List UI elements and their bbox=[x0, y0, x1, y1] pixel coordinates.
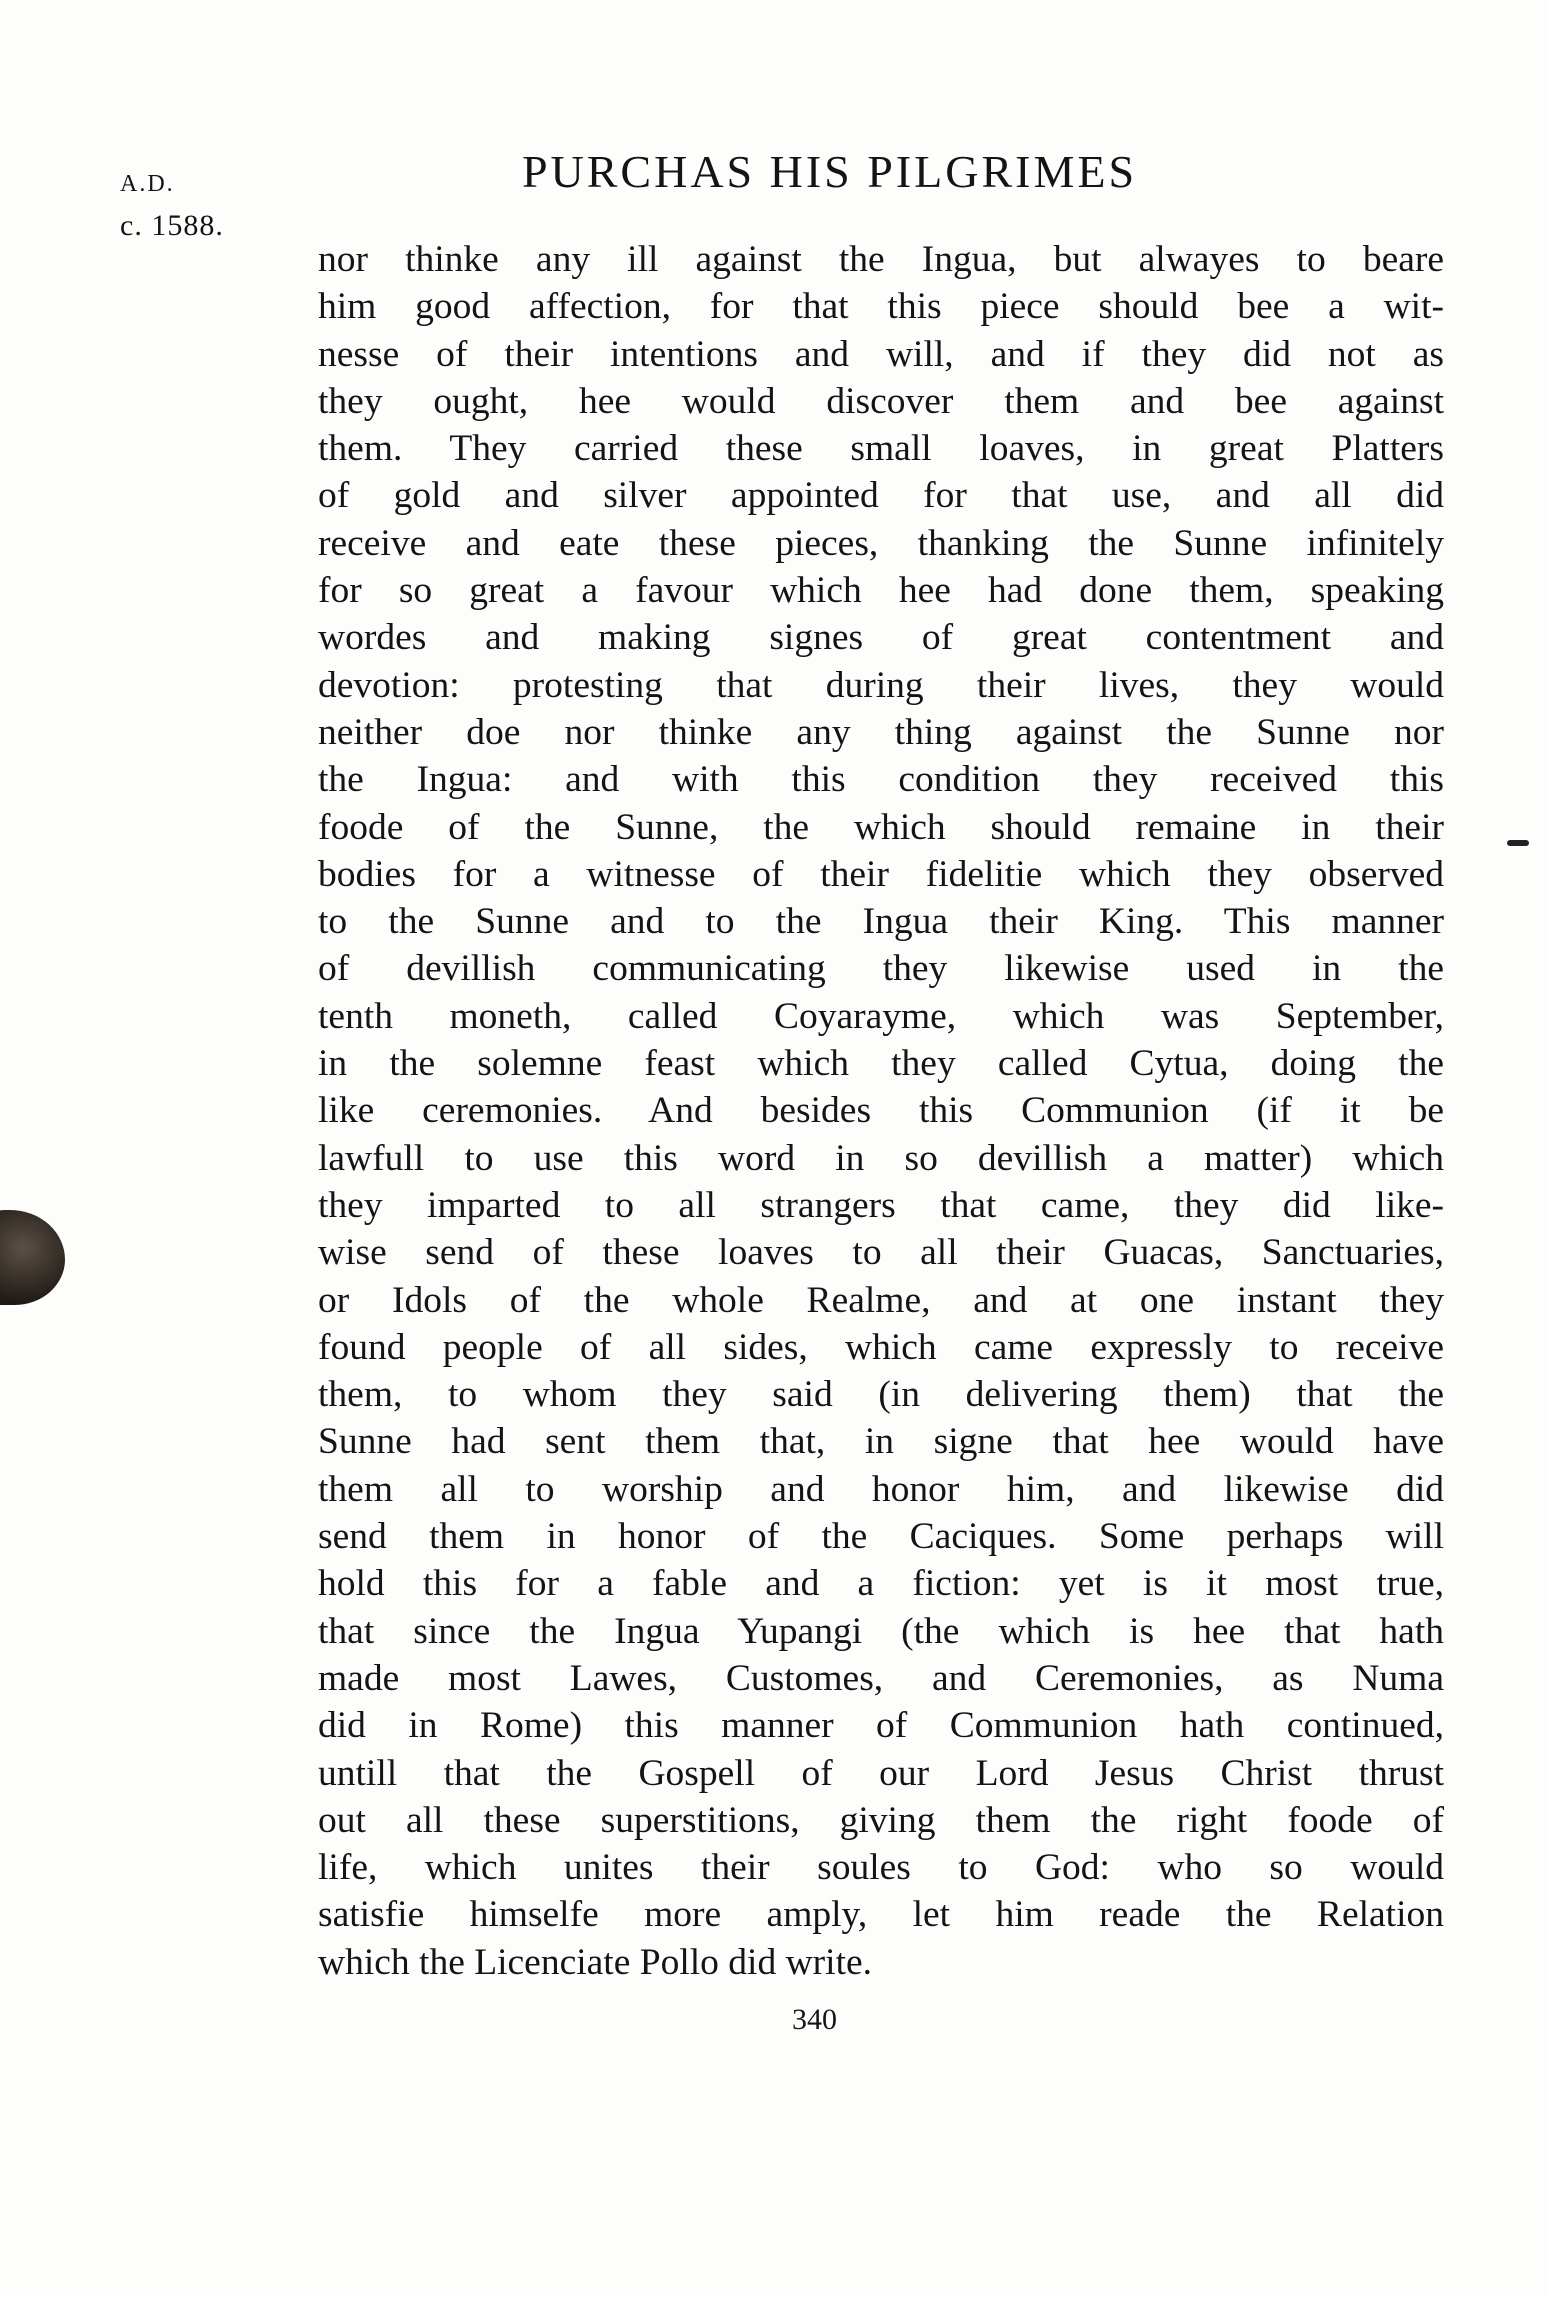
text-line: the Ingua: and with this condition they received this bbox=[318, 759, 1444, 801]
body-text bbox=[318, 236, 1444, 1986]
text-line: made most Lawes, Customes, and Ceremonies, as Numa bbox=[318, 1657, 1444, 1699]
text-line: life, which unites their soules to God: who so would bbox=[318, 1847, 1444, 1889]
text-line: bodies for a witnesse of their fidelitie which they observed bbox=[318, 853, 1444, 895]
text-line: send them in honor of the Caciques. Some perhaps will bbox=[318, 1516, 1444, 1558]
text-line: wordes and making signes of great contentment and bbox=[318, 617, 1444, 659]
text-line: found people of all sides, which came expressly to receive bbox=[318, 1326, 1444, 1368]
margin-year: c. 1588. bbox=[120, 209, 224, 242]
text-line: they imparted to all strangers that came, they did like- bbox=[318, 1184, 1444, 1226]
ink-blot bbox=[0, 1210, 65, 1305]
text-line: nesse of their intentions and will, and if they did not as bbox=[318, 333, 1444, 375]
text-line: that since the Ingua Yupangi (the which is hee that hath bbox=[318, 1610, 1444, 1652]
text-line: lawfull to use this word in so devillish a matter) which bbox=[318, 1137, 1444, 1179]
text-line: them. They carried these small loaves, in great Platters bbox=[318, 428, 1444, 470]
text-line: satisfie himselfe more amply, let him reade the Relation bbox=[318, 1894, 1444, 1936]
text-line: or Idols of the whole Realme, and at one instant they bbox=[318, 1279, 1444, 1321]
text-line: like ceremonies. And besides this Communion (if it be bbox=[318, 1090, 1444, 1132]
text-line: in the solemne feast which they called Cytua, doing the bbox=[318, 1043, 1444, 1085]
page-number: 340 bbox=[792, 2003, 837, 2036]
text-line: devotion: protesting that during their lives, they would bbox=[318, 664, 1444, 706]
text-line: neither doe nor thinke any thing against the Sunne nor bbox=[318, 711, 1444, 753]
text-line: of devillish communicating they likewise used in the bbox=[318, 948, 1444, 990]
text-line: did in Rome) this manner of Communion hath continued, bbox=[318, 1705, 1444, 1747]
text-line: wise send of these loaves to all their Guacas, Sanctuaries, bbox=[318, 1232, 1444, 1274]
text-line: untill that the Gospell of our Lord Jesus Christ thrust bbox=[318, 1752, 1444, 1794]
margin-era: A.D. bbox=[120, 171, 175, 197]
text-line: of gold and silver appointed for that use, and all did bbox=[318, 475, 1444, 517]
text-line: hold this for a fable and a fiction: yet is it most true, bbox=[318, 1563, 1444, 1605]
running-head: PURCHAS HIS PILGRIMES bbox=[521, 146, 1138, 197]
text-line: for so great a favour which hee had done them, speaking bbox=[318, 570, 1444, 612]
text-line: them, to whom they said (in delivering them) that the bbox=[318, 1374, 1444, 1416]
text-line: tenth moneth, called Coyarayme, which was September, bbox=[318, 995, 1444, 1037]
text-line: Sunne had sent them that, in signe that hee would have bbox=[318, 1421, 1444, 1463]
text-line: nor thinke any ill against the Ingua, but alwayes to beare bbox=[318, 239, 1444, 280]
text-line: which the Licenciate Pollo did write. bbox=[318, 1941, 873, 1983]
text-line: to the Sunne and to the Ingua their King. This manner bbox=[318, 901, 1444, 943]
text-line: them all to worship and honor him, and likewise did bbox=[318, 1468, 1444, 1510]
text-line: they ought, hee would discover them and bee against bbox=[318, 380, 1444, 422]
text-line: foode of the Sunne, the which should remaine in their bbox=[318, 806, 1444, 848]
margin-mark bbox=[1507, 840, 1529, 846]
text-line: him good affection, for that this piece should bee a wit- bbox=[318, 286, 1444, 328]
text-line: out all these superstitions, giving them the right foode of bbox=[318, 1799, 1444, 1841]
text-line: receive and eate these pieces, thanking the Sunne infinitely bbox=[318, 522, 1444, 564]
